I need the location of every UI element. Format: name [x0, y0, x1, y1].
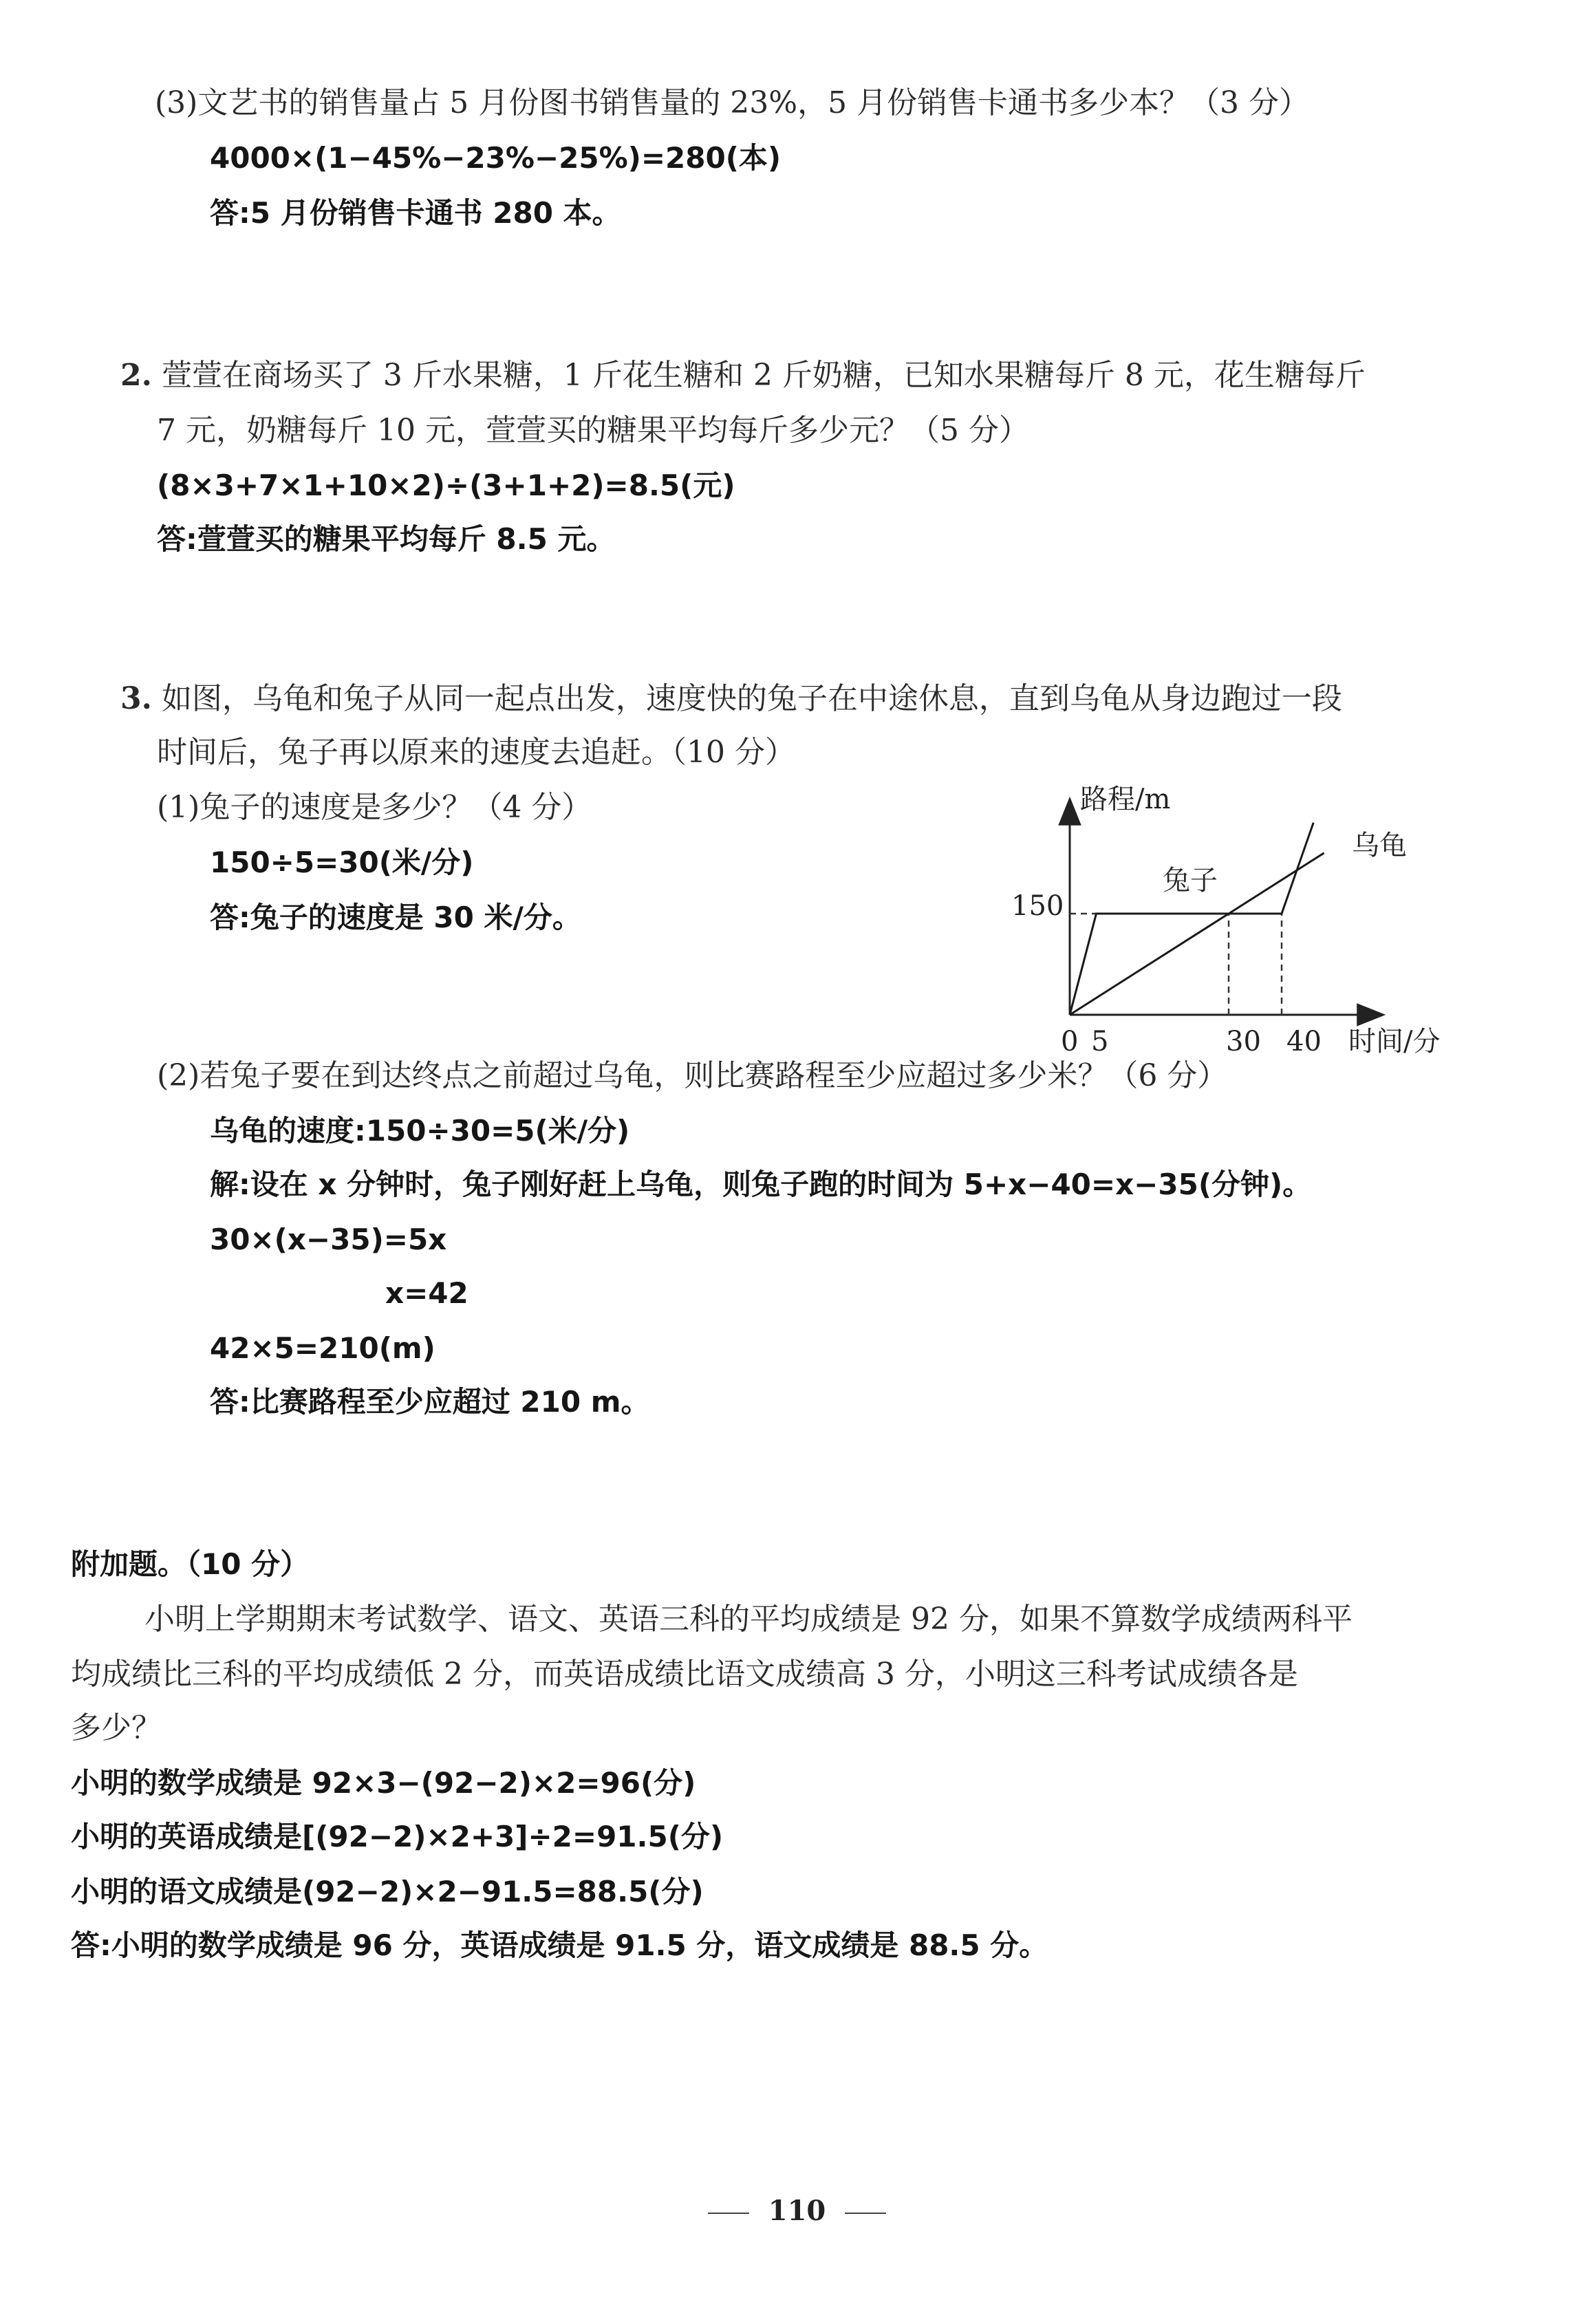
y-axis-label: 路程/m — [1080, 784, 1171, 815]
question-text-cont: 7 元，奶糖每斤 10 元，萱萱买的糖果平均每斤多少元？（5 分） — [157, 413, 1029, 448]
distance-time-chart — [998, 777, 1479, 1073]
page-number — [0, 2195, 1594, 2227]
equation-line: x=42 — [385, 1276, 468, 1310]
x-tick-label: 5 — [1091, 1026, 1109, 1057]
answer-line: 答:比赛路程至少应超过 210 m。 — [210, 1385, 650, 1419]
extra-text: 均成绩比三科的平均成绩低 2 分，而英语成绩比语文成绩高 3 分，小明这三科考试成绩各是 — [71, 1657, 1298, 1692]
dash-left — [708, 2213, 749, 2214]
calc-line: 小明的英语成绩是[(92−2)×2+3]÷2=91.5(分) — [71, 1820, 724, 1853]
calc-line: 乌龟的速度:150÷30=5(米/分) — [210, 1114, 630, 1148]
calc-line: 4000×(1−45%−23%−25%)=280(本) — [210, 141, 782, 175]
question-number: 3. — [120, 681, 152, 716]
calc-line: (8×3+7×1+10×2)÷(3+1+2)=8.5(元) — [157, 469, 735, 502]
sub-question-2: (2)若兔子要在到达终点之前超过乌龟，则比赛路程至少应超过多少米？（6 分） — [157, 1058, 1228, 1093]
series-lines — [1070, 823, 1324, 1015]
extra-text: 多少？ — [71, 1710, 162, 1745]
x-axis-label: 时间/分 — [1348, 1026, 1441, 1057]
answer-line: 答:小明的数学成绩是 96 分，英语成绩是 91.5 分，语文成绩是 88.5 分。 — [71, 1928, 1048, 1962]
calc-line: 小明的数学成绩是 92×3−(92−2)×2=96(分) — [71, 1766, 696, 1800]
y-tick-label: 150 — [1011, 890, 1064, 922]
question-text: 如图，乌龟和兔子从同一起点出发，速度快的兔子在中途休息，直到乌龟从身边跑过一段 — [161, 681, 1342, 716]
question-3 — [120, 680, 1342, 718]
answer-line: 答:5 月份销售卡通书 280 本。 — [210, 196, 621, 230]
equation-line: 30×(x−35)=5x — [210, 1223, 447, 1256]
sub-question-1: (1)兔子的速度是多少？（4 分） — [157, 790, 592, 825]
dash-right — [845, 2213, 886, 2214]
legend-rabbit: 兔子 — [1163, 865, 1218, 896]
answer-line: 答:兔子的速度是 30 米/分。 — [210, 901, 581, 934]
legend-turtle: 乌龟 — [1352, 830, 1407, 861]
x-tick-label: 40 — [1286, 1026, 1322, 1057]
extra-text: 小明上学期期末考试数学、语文、英语三科的平均成绩是 92 分，如果不算数学成绩两科平 — [144, 1602, 1353, 1637]
x-tick-label: 0 — [1061, 1026, 1079, 1057]
question-text-cont: 时间后，兔子再以原来的速度去追赶。（10 分） — [157, 735, 795, 770]
rabbit-series-line — [1070, 823, 1313, 1015]
page-number-value: 110 — [768, 2195, 826, 2227]
equation-line: 42×5=210(m) — [210, 1331, 435, 1365]
extra-title: 附加题。（10 分） — [71, 1547, 310, 1581]
question-2 — [120, 356, 1366, 395]
solve-line: 解:设在 x 分钟时，兔子刚好赶上乌龟，则兔子跑的时间为 5+x−40=x−35(分钟)。 — [210, 1168, 1312, 1201]
x-tick-label: 30 — [1226, 1026, 1261, 1057]
calc-line: 小明的语文成绩是(92−2)×2−91.5=88.5(分) — [71, 1875, 704, 1908]
question-text: 萱萱在商场买了 3 斤水果糖，1 斤花生糖和 2 斤奶糖，已知水果糖每斤 8 元，花生糖每斤 — [161, 358, 1366, 393]
reference-lines — [1070, 914, 1282, 1015]
answer-line: 答:萱萱买的糖果平均每斤 8.5 元。 — [157, 522, 616, 556]
calc-line: 150÷5=30(米/分) — [210, 846, 474, 879]
question-number: 2. — [120, 358, 152, 393]
question-3-text: (3)文艺书的销售量占 5 月份图书销售量的 23%，5 月份销售卡通书多少本？（3 分） — [155, 85, 1310, 120]
